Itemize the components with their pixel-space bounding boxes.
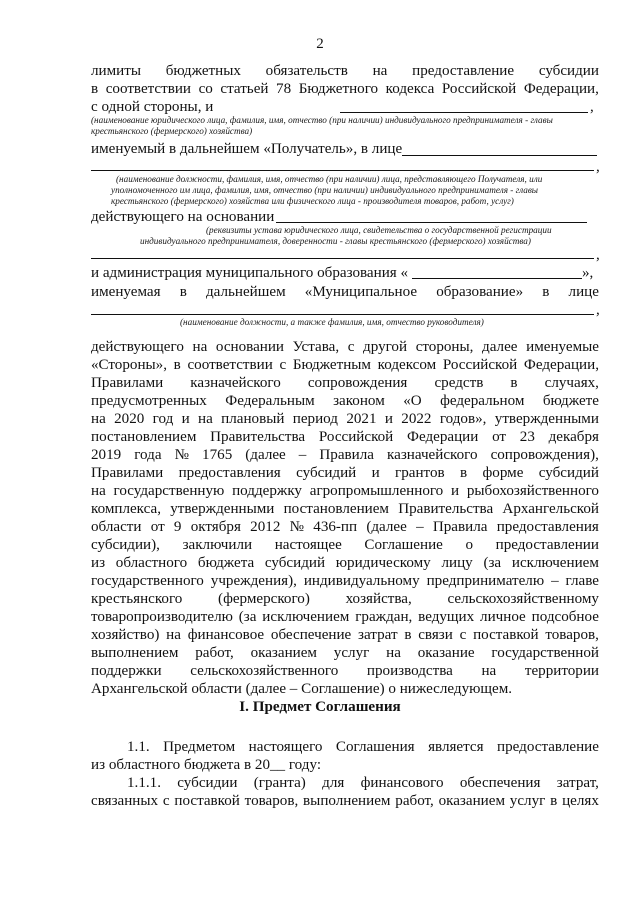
word: далее [482,339,518,355]
word: товаропроизводителю [91,609,233,625]
fill-in-line [340,112,588,113]
word: Соглашение [364,537,443,553]
word: и [371,465,380,481]
word: индивидуальному [303,573,420,589]
word: связанных [91,793,159,809]
word: на [372,63,388,79]
fill-in-line [276,222,587,223]
word: Архангельской [502,501,599,517]
word: Правила [319,447,374,463]
word: форме [482,465,524,481]
word: Федерации, [523,357,599,373]
word: именуемые [526,339,599,355]
word: плановый [221,411,285,427]
word: Правилами [91,375,164,391]
word: Правила [432,519,488,535]
field-caption: индивидуального предпринимателя, доверенности - главы крестьянского (фермерского) хозяйства) [140,236,531,246]
word: «О [403,393,422,409]
word: государственную [113,483,225,499]
word: комплекса, [91,501,161,517]
word: «Стороны», [91,357,167,373]
word: (фермерского) [218,591,310,607]
word: работ, [395,793,434,809]
word: Устава, [292,339,340,355]
word: юридическому [335,555,431,571]
word: сопровождения [307,375,408,391]
word: субсидии [177,775,238,791]
word: 2022 [401,411,432,427]
word: территории [524,663,599,679]
word: субсидий [296,465,357,481]
word: обязательств [265,63,348,79]
word: 1.1. [127,739,150,755]
word: Российской [318,429,394,445]
word: федеральном [440,393,525,409]
comma: , [590,99,594,115]
fill-in-line [402,155,597,156]
word: Российской [441,81,517,97]
word: оказанием [438,793,505,809]
word: кодексом [377,357,437,373]
field-caption: (реквизиты устава юридического лица, свидетельства о государственной регистрации [206,225,552,235]
word: поддержку [232,483,302,499]
word: услуг [509,793,546,809]
word: заключили [182,537,253,553]
word: настоящее [274,537,342,553]
text-line [91,392,599,410]
word: на [481,663,497,679]
word: поставкой [174,793,240,809]
word: с [162,793,170,809]
word: с [347,339,355,355]
word: выполнением [91,645,179,661]
word: на [386,645,401,661]
word: о [465,537,474,553]
word: работ, [195,645,234,661]
word: агропромышленного [309,483,444,499]
word: государственной [491,645,599,661]
word: товаров, [545,627,599,643]
word: ведущих [418,609,475,625]
word: субсидий [538,465,599,481]
word: 78 [276,81,292,97]
text-line [127,738,599,756]
word: услуг [333,645,370,661]
field-caption: (наименование должности, а также фамилия, имя, отчество руководителя) [180,317,484,327]
word: подсобное [531,609,599,625]
word: бюджета [197,555,255,571]
word: предусмотренных [91,393,207,409]
word: статьей [220,81,269,97]
word: лице [568,284,599,300]
word: на [166,627,181,643]
word: сопровождения), [490,447,599,463]
word: год [152,411,174,427]
word: бюджетных [165,63,241,79]
text-line [91,626,599,644]
word: обеспечение [270,627,352,643]
word: предпринимателю [426,573,545,589]
word: для [322,775,345,791]
text-line: именуемый в дальнейшем «Получатель», в лице [91,141,403,157]
word: (далее [245,447,286,463]
word: постановлением [283,501,389,517]
word: утвержденными [494,411,599,427]
word: бюджете [542,393,599,409]
word: на [192,339,208,355]
word: 1.1.1. [127,775,161,791]
word: обеспечения [459,775,541,791]
section-heading: I. Предмет Соглашения [239,699,401,715]
text-line [91,80,599,98]
word: соответствии [187,357,273,373]
word: декабря [548,429,599,445]
word: выполнением [303,793,391,809]
comma: , [596,302,600,318]
field-caption: (наименование должности, фамилия, имя, отчество (при наличии) лица, представляющего Получателя, или [116,174,543,184]
word: производства [366,663,453,679]
comma: , [596,159,600,175]
word: случаях, [544,375,599,391]
word: законом [333,393,385,409]
word: в [460,465,468,481]
text-line: с одной стороны, и [91,99,214,115]
word: 1765 [202,447,233,463]
word: поставкой [473,627,539,643]
word: сельскохозяйственного [190,663,339,679]
word: 23 [519,429,535,445]
text-line [91,608,599,626]
word: и [451,483,460,499]
word: Правительства [398,501,494,517]
word: государственного [91,573,204,589]
word: от [150,519,165,535]
word: со [198,81,213,97]
word: на [91,411,106,427]
word: области [91,519,142,535]
word: Российской [442,357,518,373]
text-line [91,446,599,464]
word: предоставления [496,519,599,535]
word: субсидий [264,555,326,571]
word: личное [480,609,526,625]
word: Соглашения [335,739,415,755]
fill-in-line [91,258,594,259]
word: соответствии [105,81,192,97]
fill-in-line [412,278,582,279]
word: основании [215,339,285,355]
text-line [91,518,599,536]
word: казначейского [190,375,281,391]
word: в [179,284,187,300]
word: (за [483,555,502,571]
word: Предметом [163,739,236,755]
field-caption: уполномоченного им лица, фамилия, имя, отчество (при наличии) индивидуального предпринимателя - главы [111,185,539,195]
word: в [173,357,181,373]
word: период [292,411,338,427]
text-line: действующего на основании [91,209,275,225]
word: – [551,573,559,589]
word: 9 [173,519,182,535]
text-line [91,572,599,590]
word: утвержденными [170,501,275,517]
word: другой [363,339,408,355]
word: кодекса [385,81,435,97]
word: и [384,411,393,427]
word: связи [418,627,453,643]
text-line: Архангельской области (далее – Соглашение) о нижеследующем. [91,681,513,697]
word: из [91,555,106,571]
word: в [510,375,518,391]
word: затрат [358,627,398,643]
word: Федеральным [225,393,315,409]
word: на [91,483,106,499]
word: финансового [360,775,444,791]
word: затрат, [556,775,599,791]
word: средств [434,375,484,391]
word: грантов [395,465,445,481]
word: № [289,519,305,535]
word: Бюджетного [298,81,379,97]
word: Правилами [91,465,164,481]
word: и [181,411,190,427]
word: предоставлении [495,537,599,553]
word: октября [190,519,241,535]
word: в [550,793,558,809]
word: областного [115,555,188,571]
text-line: из областного бюджета в 20__ году: [91,757,322,773]
word: оказанием [250,645,317,661]
closing-quote: », [582,265,594,281]
text-line [91,338,599,356]
word: с [279,357,287,373]
word: образование» [436,284,524,300]
word: предоставление [412,63,515,79]
word: 2021 [346,411,377,427]
word: целях [562,793,599,809]
word: № [174,447,189,463]
text-line [91,536,599,554]
word: (далее [366,519,407,535]
word: именуемая [91,284,161,300]
word: главе [565,573,599,589]
word: финансовое [187,627,265,643]
word: учреждения), [210,573,297,589]
word: оказание [417,645,475,661]
text-line [91,410,599,428]
fill-in-line [91,170,594,171]
text-line [91,500,599,518]
word: – [416,519,424,535]
text-line [91,428,599,446]
text-line [127,774,599,792]
text-line [91,356,599,374]
word: лимиты [91,63,141,79]
word: граждан, [355,609,413,625]
text-line [91,554,599,572]
fill-in-line [91,314,594,315]
text-line [91,482,599,500]
text-line [91,62,599,80]
word: – [298,447,307,463]
text-line [91,590,599,608]
word: Федерации [407,429,479,445]
word: сельскохозяйственному [447,591,599,607]
page-number: 2 [316,36,324,52]
word: Бюджетным [292,357,371,373]
word: является [428,739,484,755]
field-caption: (наименование юридического лица, фамилия, имя, отчество (при наличии) индивидуального предпринимателя - главы [91,115,553,125]
word: с [459,627,467,643]
word: 2012 [250,519,281,535]
word: в [404,627,412,643]
word: лицу [441,555,473,571]
word: предоставления [178,465,281,481]
word: казначейского [387,447,478,463]
text-line [91,792,599,810]
word: исключением [511,555,599,571]
word: поддержки [91,663,162,679]
word: в [91,81,99,97]
word: на [198,411,213,427]
word: (гранта) [253,775,306,791]
text-line [91,662,599,680]
text-line [91,644,599,662]
word: «Муниципальное [304,284,418,300]
text-line [91,283,599,301]
word: 2019 [91,447,122,463]
word: настоящего [248,739,323,755]
text-line: и администрация муниципального образования « [91,265,409,281]
field-caption: крестьянского (фермерского) хозяйства) [91,126,253,136]
word: 2020 [114,411,145,427]
word: действующего [91,339,184,355]
word: хозяйства, [345,591,412,607]
word: хозяйство) [91,627,160,643]
word: годов», [439,411,487,427]
word: от [492,429,507,445]
comma: , [596,247,600,263]
word: дальнейшем [205,284,286,300]
word: Федерации, [523,81,599,97]
word: исключением [262,609,350,625]
word: субсидии [538,63,599,79]
word: в [542,284,550,300]
word: постановлением [91,429,197,445]
text-line [91,374,599,392]
word: рыбохозяйственного [466,483,599,499]
word: 436-пп [313,519,358,535]
word: крестьянского [91,591,183,607]
word: стороны, [415,339,474,355]
text-line [91,464,599,482]
word: года [134,447,162,463]
word: Правительства [210,429,306,445]
word: субсидии), [91,537,160,553]
word: товаров, [244,793,299,809]
field-caption: крестьянского (фермерского) хозяйства или физического лица - производителя товаров, работ, услуг) [111,196,514,206]
word: (за [238,609,257,625]
word: предоставление [497,739,599,755]
